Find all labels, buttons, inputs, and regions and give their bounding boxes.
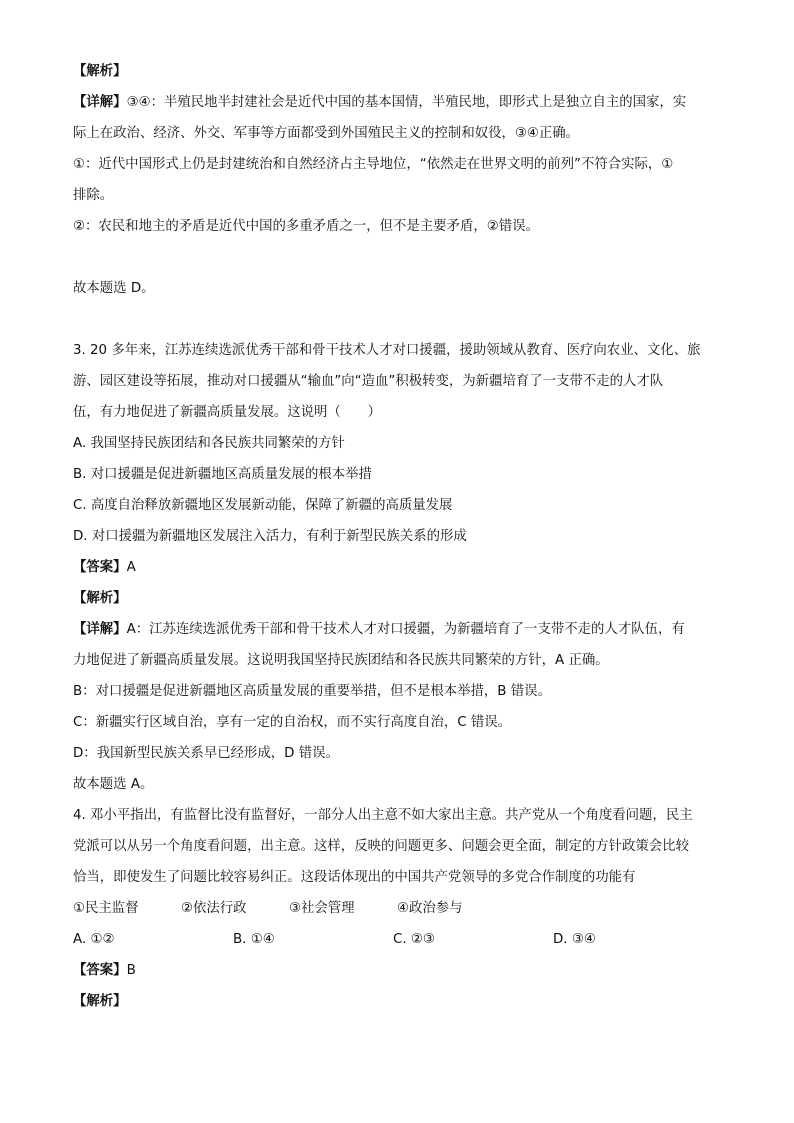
q3-answer: A xyxy=(126,560,136,575)
q3-option-a: A. 我国坚持民族团结和各民族共同繁荣的方针 xyxy=(73,436,345,451)
q3-answer-line xyxy=(73,558,728,578)
q3-detail-a-text: A：江苏连续选派优秀干部和骨干技术人才对口援疆，为新疆培育了一支带不走的人才队伍，有 xyxy=(126,622,685,637)
q4-analysis-label: 【解析】 xyxy=(73,994,127,1009)
q4-choices xyxy=(73,930,728,950)
q4-choice-c: C. ②③ xyxy=(393,932,435,947)
q4-statement-2: ②依法行政 xyxy=(181,901,247,916)
q3-detail-a-line-2: 力地促进了新疆高质量发展。这说明我国坚持民族团结和各民族共同繁荣的方针，A 正确。 xyxy=(73,653,609,668)
q4-stem-line-3: 恰当，即使发生了问题比较容易纠正。这段话体现出的中国共产党领导的多党合作制度的功能有 xyxy=(73,870,636,885)
q3-option-b: B. 对口援疆是促进新疆地区高质量发展的根本举措 xyxy=(73,467,372,482)
q3-stem-line-2: 游、园区建设等拓展，推动对口援疆从“输血”向“造血”积极转变，为新疆培育了一支带不走的人才队 xyxy=(73,374,664,389)
q2-detail-text-1: ③④：半殖民地半封建社会是近代中国的基本国情，半殖民地，即形式上是独立自主的国家，实 xyxy=(126,95,687,110)
q4-choice-d: D. ③④ xyxy=(553,932,596,947)
q3-option-c: C. 高度自治释放新疆地区发展新动能，保障了新疆的高质量发展 xyxy=(73,498,453,513)
q3-answer-label: 【答案】 xyxy=(73,560,127,575)
q3-detail-label: 【详解】 xyxy=(73,622,127,637)
q2-detail-label: 【详解】 xyxy=(73,95,127,110)
q3-analysis-label: 【解析】 xyxy=(73,591,127,606)
q3-detail-a-line-1 xyxy=(73,620,728,640)
document-page xyxy=(73,62,728,1012)
q2-detail-line-1 xyxy=(73,93,728,113)
q3-detail-b: B：对口援疆是促进新疆地区高质量发展的重要举措，但不是根本举措，B 错误。 xyxy=(73,684,551,699)
q2-point2: ②：农民和地主的矛盾是近代中国的多重矛盾之一，但不是主要矛盾，②错误。 xyxy=(73,219,539,234)
q4-statements xyxy=(73,899,728,919)
q3-detail-d: D：我国新型民族关系早已经形成，D 错误。 xyxy=(73,746,339,761)
q2-conclusion: 故本题选 D。 xyxy=(73,281,155,296)
q2-analysis-label: 【解析】 xyxy=(73,64,127,79)
q4-answer: B xyxy=(126,963,136,978)
q4-statement-3: ③社会管理 xyxy=(289,901,355,916)
q2-point1-line-1: ①：近代中国形式上仍是封建统治和自然经济占主导地位，“依然走在世界文明的前列”不符合实际，① xyxy=(73,157,674,172)
q3-stem-line-1: 3. 20 多年来，江苏连续选派优秀干部和骨干技术人才对口援疆，援助领域从教育、医疗向农业、文化、旅 xyxy=(73,343,701,358)
q4-stem-line-2: 党派可以从另一个角度看问题，出主意。这样，反映的问题更多、问题会更全面，制定的方针政策会比较 xyxy=(73,839,689,854)
q3-option-d: D. 对口援疆为新疆地区发展注入活力，有利于新型民族关系的形成 xyxy=(73,529,467,544)
q4-statement-1: ①民主监督 xyxy=(73,901,139,916)
q4-statement-4: ④政治参与 xyxy=(397,901,463,916)
q3-stem-line-3: 伍，有力地促进了新疆高质量发展。这说明（ ） xyxy=(73,405,381,420)
q4-answer-line xyxy=(73,961,728,981)
q4-choice-a: A. ①② xyxy=(73,932,115,947)
q3-detail-c: C：新疆实行区域自治，享有一定的自治权，而不实行高度自治，C 错误。 xyxy=(73,715,512,730)
q4-stem-line-1: 4. 邓小平指出，有监督比没有监督好，一部分人出主意不如大家出主意。共产党从一个角度看问题，民主 xyxy=(73,808,693,823)
q4-choice-b: B. ①④ xyxy=(233,932,275,947)
q4-answer-label: 【答案】 xyxy=(73,963,127,978)
q2-point1-line-2: 排除。 xyxy=(73,188,114,203)
q3-conclusion: 故本题选 A。 xyxy=(73,777,154,792)
q2-detail-line-2: 际上在政治、经济、外交、军事等方面都受到外国殖民主义的控制和奴役，③④正确。 xyxy=(73,126,580,141)
